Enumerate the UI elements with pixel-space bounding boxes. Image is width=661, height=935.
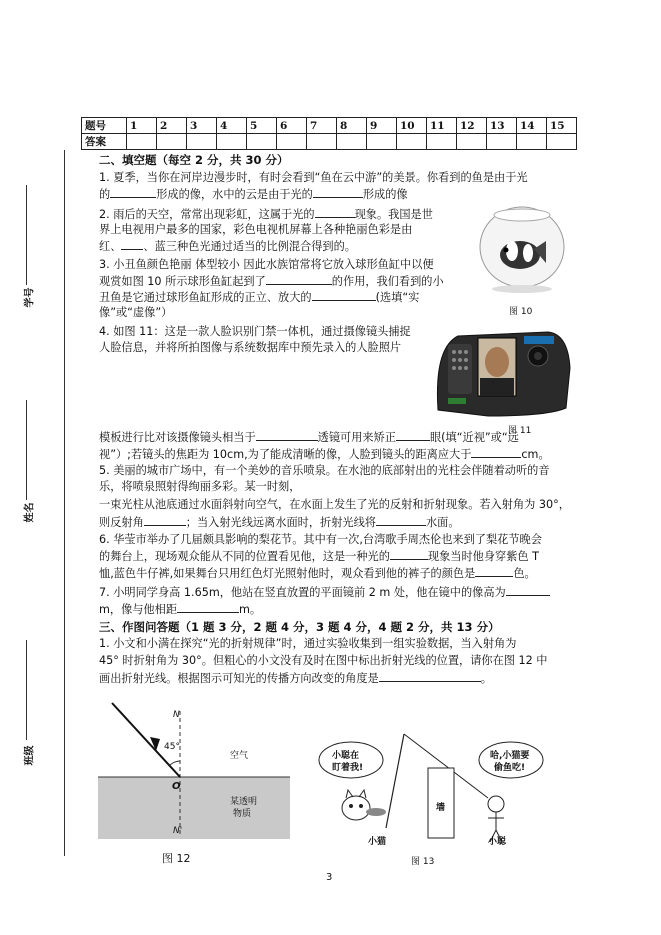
blank[interactable] bbox=[376, 514, 426, 526]
table-cell: 11 bbox=[427, 118, 457, 134]
blank[interactable] bbox=[390, 548, 428, 560]
blank[interactable] bbox=[144, 514, 186, 526]
binding-line bbox=[64, 150, 65, 856]
q5-line3: 一束光柱从池底通过水面斜射向空气，在水面上发生了光的反射和折射现象。若入射角为 30°， bbox=[99, 498, 570, 511]
fig12-caption: 图 12 bbox=[162, 852, 191, 865]
q1-line2: 的 形成的像，水中的云是由于光的 形成的像 bbox=[99, 188, 408, 201]
blank[interactable] bbox=[475, 565, 513, 577]
point-o-label: O bbox=[172, 781, 181, 792]
answer-cell[interactable] bbox=[187, 134, 217, 150]
answer-cell[interactable] bbox=[397, 134, 427, 150]
blank[interactable] bbox=[177, 601, 239, 613]
answer-cell[interactable] bbox=[487, 134, 517, 150]
s3-q1-line2: 45° 时折射角为 30°。但粗心的小文没有及时在图中标出折射光线的位置，请你在图 12 中 bbox=[99, 654, 548, 667]
answer-cell[interactable] bbox=[427, 134, 457, 150]
answer-cell[interactable] bbox=[517, 134, 547, 150]
q4-line1: 4. 如图 11：这是一款人脸识别门禁一体机，通过摄像镜头捕捉 bbox=[99, 325, 411, 338]
air-label: 空气 bbox=[230, 751, 249, 761]
blank[interactable] bbox=[379, 670, 481, 682]
name-label: 姓名 bbox=[24, 502, 36, 523]
q5-line4: 则反射角 ；当入射光线远离水面时，折射光线将 水面。 bbox=[99, 516, 460, 529]
blank[interactable] bbox=[396, 429, 430, 441]
q2-line1: 2. 雨后的天空，常常出现彩虹，这属于光的 现象。我国是世 bbox=[99, 208, 433, 221]
table-cell: 9 bbox=[367, 118, 397, 134]
table-cell: 15 bbox=[547, 118, 577, 134]
blank[interactable] bbox=[266, 273, 332, 285]
table-cell: 3 bbox=[187, 118, 217, 134]
answer-cell[interactable] bbox=[307, 134, 337, 150]
q3-line2: 观赏如图 10 所示球形鱼缸起到了 的作用，我们看到的小 bbox=[99, 275, 444, 288]
answer-cell[interactable] bbox=[157, 134, 187, 150]
q3-line4: 像”或“虚像”） bbox=[99, 306, 173, 319]
table-cell: 10 bbox=[397, 118, 427, 134]
answer-cell[interactable] bbox=[217, 134, 247, 150]
q1-line1: 1. 夏季，当你在河岸边漫步时，有时会看到“鱼在云中游”的美景。你看到的鱼是由于光 bbox=[99, 171, 528, 184]
cat-label: 小猫 bbox=[368, 837, 387, 847]
q6-line2: 的舞台上，现场观众能从不同的位置看见他，这是一种光的 现象当时他身穿紫色 T bbox=[99, 550, 539, 563]
face-recognition-device-figure bbox=[428, 328, 574, 420]
class-label: 班级 bbox=[24, 745, 36, 766]
table-cell: 2 bbox=[157, 118, 187, 134]
table-row bbox=[82, 118, 577, 134]
answer-cell[interactable] bbox=[127, 134, 157, 150]
blank[interactable] bbox=[315, 206, 355, 218]
wall-label: 墙 bbox=[436, 803, 446, 813]
refraction-diagram bbox=[98, 693, 290, 869]
q4-line2: 人脸信息，并将所拍图像与系统数据库中预先录入的人脸照片 bbox=[99, 341, 402, 354]
q4-line4: 视”）;若镜头的焦距为 10cm,为了能成清晰的像，人脸到镜头的距离应大于 cm。 bbox=[99, 448, 550, 461]
table-head-answer: 答案 bbox=[82, 134, 127, 150]
table-cell: 12 bbox=[457, 118, 487, 134]
bubble-right-line1: 哈,小猫要 bbox=[490, 751, 530, 761]
class-blank[interactable] bbox=[26, 640, 27, 740]
q5-line1: 5. 美丽的城市广场中，有一个美妙的音乐喷泉。在水池的底部射出的光柱会伴随着动听的音 bbox=[99, 464, 550, 477]
table-head-number: 题号 bbox=[82, 118, 127, 134]
page-number: 3 bbox=[326, 872, 333, 883]
blank[interactable] bbox=[313, 186, 363, 198]
answer-cell[interactable] bbox=[277, 134, 307, 150]
table-cell: 6 bbox=[277, 118, 307, 134]
blank[interactable] bbox=[110, 186, 156, 198]
q2-line3: 红、 、蓝三种色光通过适当的比例混合得到的。 bbox=[99, 240, 356, 253]
normal-bottom-label: N' bbox=[173, 826, 183, 836]
blank[interactable] bbox=[121, 238, 143, 250]
boy-label: 小聪 bbox=[488, 837, 507, 847]
answer-cell[interactable] bbox=[547, 134, 577, 150]
table-cell: 8 bbox=[337, 118, 367, 134]
q2-line2: 界上电视用户最多的国家，彩色电视机屏幕上各种艳丽色彩是由 bbox=[99, 223, 413, 236]
fig10-caption: 图 10 bbox=[509, 307, 533, 317]
q6-line1: 6. 华莹市举办了几届颇具影响的梨花节。其中有一次,台湾歌手周杰伦也来到了梨花节晚会 bbox=[99, 533, 542, 546]
student-no-label: 学号 bbox=[24, 287, 36, 308]
answer-cell[interactable] bbox=[337, 134, 367, 150]
bubble-right-line2: 偷鱼吃! bbox=[494, 763, 526, 773]
blank[interactable] bbox=[312, 289, 376, 301]
fig11-caption: 图 11 bbox=[508, 426, 532, 436]
fig13-caption: 图 13 bbox=[411, 857, 435, 867]
blank[interactable] bbox=[471, 446, 521, 458]
q7-line1: 7. 小明同学身高 1.65m，他站在竖直放置的平面镜前 2 m 处，他在镜中的像高为 bbox=[99, 584, 550, 602]
table-row bbox=[82, 134, 577, 150]
table-cell: 5 bbox=[247, 118, 277, 134]
answer-cell[interactable] bbox=[247, 134, 277, 150]
name-blank[interactable] bbox=[26, 400, 27, 500]
medium-label-1: 某透明 bbox=[230, 797, 258, 807]
normal-top-label: N bbox=[173, 710, 180, 720]
blank[interactable] bbox=[506, 584, 550, 596]
answer-cell[interactable] bbox=[457, 134, 487, 150]
table-cell: 13 bbox=[487, 118, 517, 134]
q6-line3: 恤,蓝色牛仔裤,如果舞台只用红色灯光照射他时，观众看到他的裤子的颜色是 色。 bbox=[99, 567, 536, 580]
s3-q1-line3: 画出折射光线。根据图示可知光的传播方向改变的角度是 。 bbox=[99, 672, 492, 685]
q7-line2: m，像与他相距 m。 bbox=[99, 603, 262, 616]
fish-bowl-figure bbox=[470, 195, 580, 315]
q4-line3: 模板进行比对该摄像镜头相当于 透镜可用来矫正 眼(填“近视”或“远 bbox=[99, 431, 519, 444]
section-2-title: 二、填空题（每空 2 分，共 30 分） bbox=[99, 153, 289, 167]
bubble-left-line1: 小聪在 bbox=[332, 751, 360, 761]
answer-cell[interactable] bbox=[367, 134, 397, 150]
section-3-title: 三、作图问答题（1 题 3 分，2 题 4 分，3 题 4 分，4 题 2 分，共 13 分） bbox=[99, 620, 500, 634]
angle-label: 45° bbox=[164, 742, 180, 752]
medium-label-2: 物质 bbox=[233, 809, 252, 819]
q3-line3: 丑鱼是它通过球形鱼缸形成的正立、放大的 (选填“实 bbox=[99, 291, 420, 304]
q5-line2: 乐，将喷泉照射得绚丽多彩。某一时刻， bbox=[99, 480, 301, 493]
table-cell: 14 bbox=[517, 118, 547, 134]
s3-q1-line1: 1. 小文和小满在探究“光的折射规律”时，通过实验收集到一组实验数据，当入射角为 bbox=[99, 637, 517, 650]
answer-table bbox=[81, 117, 577, 150]
q3-line1: 3. 小丑鱼颜色艳丽 体型较小 因此水族馆常将它放入球形鱼缸中以便 bbox=[99, 258, 434, 271]
table-cell: 1 bbox=[127, 118, 157, 134]
student-no-blank[interactable] bbox=[26, 185, 27, 285]
blank[interactable] bbox=[256, 429, 318, 441]
table-cell: 4 bbox=[217, 118, 247, 134]
table-cell: 7 bbox=[307, 118, 337, 134]
bubble-left-line2: 盯着我! bbox=[332, 763, 364, 773]
